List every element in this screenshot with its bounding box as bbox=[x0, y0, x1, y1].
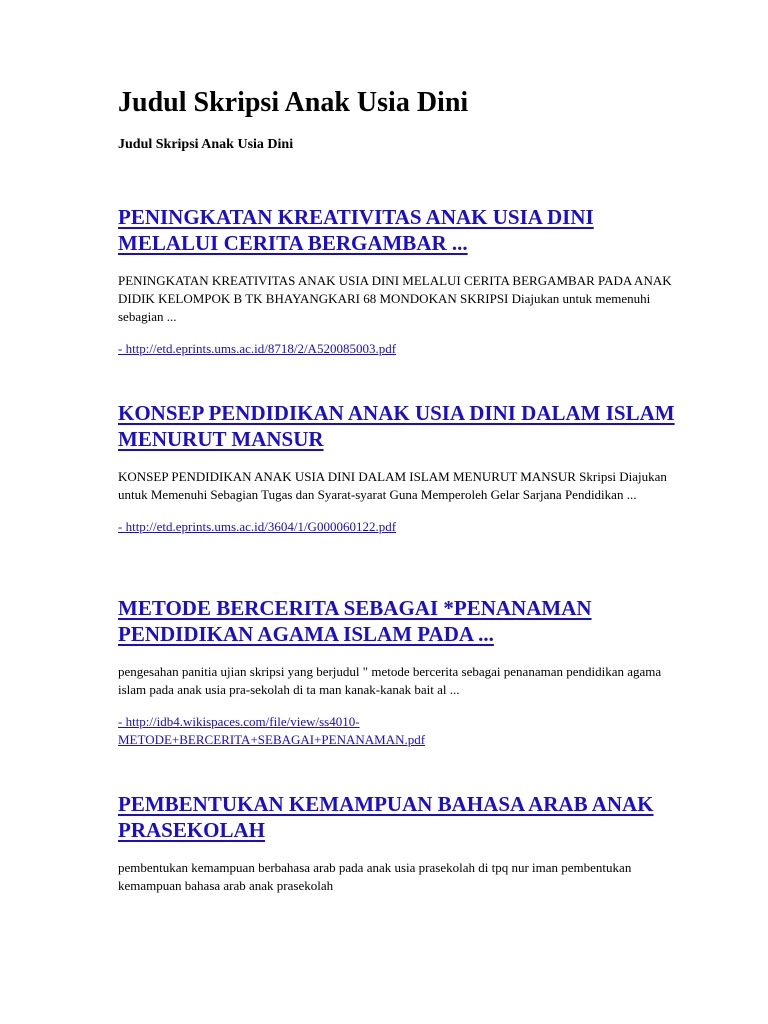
entry-title-link[interactable]: METODE BERCERITA SEBAGAI *PENANAMAN PENDIDIKAN AGAMA ISLAM PADA ... bbox=[118, 596, 592, 646]
entry-source-link-text: - http://idb4.wikispaces.com/file/view/ss4010- bbox=[118, 714, 360, 729]
entry-source-link[interactable] bbox=[118, 518, 678, 536]
entry-title-link[interactable]: PEMBENTUKAN KEMAMPUAN BAHASA ARAB ANAK PRASEKOLAH bbox=[118, 792, 654, 842]
entry-description: pengesahan panitia ujian skripsi yang berjudul " metode bercerita sebagai penanaman pendidikan agama islam pada anak usia pra-sekolah di ta man kanak-kanak bait al ... bbox=[118, 664, 662, 697]
page-subtitle: Judul Skripsi Anak Usia Dini bbox=[118, 137, 294, 152]
entry-title-link[interactable]: KONSEP PENDIDIKAN ANAK USIA DINI DALAM ISLAM MENURUT MANSUR bbox=[118, 401, 675, 451]
entry-description: PENINGKATAN KREATIVITAS ANAK USIA DINI MELALUI CERITA BERGAMBAR PADA ANAK DIDIK KELOMPOK B TK BHAYANGKARI 68 MONDOKAN SKRIPSI Diajukan untuk memenuhi sebagian ... bbox=[118, 273, 672, 324]
result-entry-1 bbox=[118, 204, 678, 358]
entry-title-link[interactable]: PENINGKATAN KREATIVITAS ANAK USIA DINI MELALUI CERITA BERGAMBAR ... bbox=[118, 205, 594, 255]
entry-description: pembentukan kemampuan berbahasa arab pada anak usia prasekolah di tpq nur iman pembentukan kemampuan bahasa arab anak prasekolah bbox=[118, 860, 632, 893]
entry-description: KONSEP PENDIDIKAN ANAK USIA DINI DALAM ISLAM MENURUT MANSUR Skripsi Diajukan untuk Memenuhi Sebagian Tugas dan Syarat-syarat Guna Memperoleh Gelar Sarjana Pendidikan ... bbox=[118, 469, 667, 502]
page-title: Judul Skripsi Anak Usia Dini bbox=[118, 87, 469, 118]
entry-source-link[interactable] bbox=[118, 340, 678, 358]
result-entry-2 bbox=[118, 400, 678, 536]
entry-source-link-text: - http://etd.eprints.ums.ac.id/8718/2/A520085003.pdf bbox=[118, 341, 397, 356]
entry-source-link-text: METODE+BERCERITA+SEBAGAI+PENANAMAN.pdf bbox=[118, 732, 426, 747]
entry-source-link-text: - http://etd.eprints.ums.ac.id/3604/1/G000060122.pdf bbox=[118, 519, 397, 534]
entry-source-link[interactable] bbox=[118, 713, 678, 749]
result-entry-3 bbox=[118, 595, 678, 749]
result-entry-4 bbox=[118, 791, 678, 895]
